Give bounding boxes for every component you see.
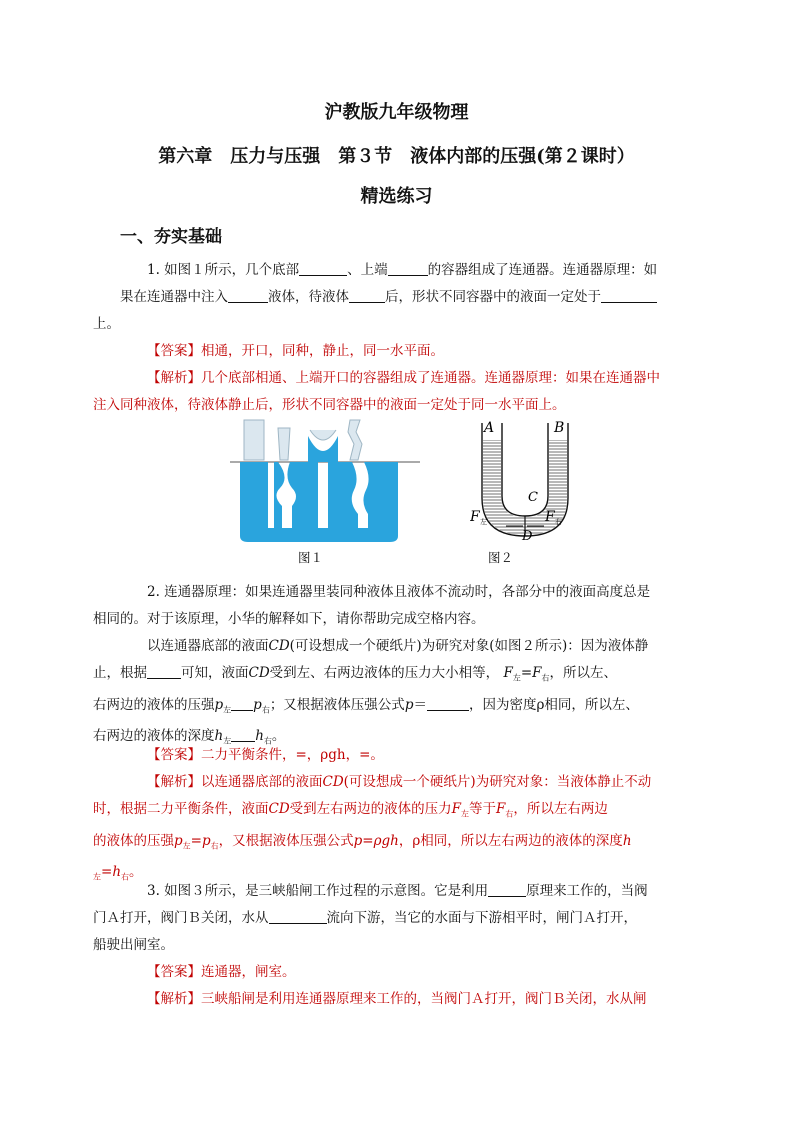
blank xyxy=(427,696,469,711)
blank xyxy=(147,664,181,679)
blank xyxy=(228,288,268,303)
answer-3: 【答案】连通器，闸室。 xyxy=(147,964,296,980)
blank xyxy=(231,727,255,742)
figure-2-u-tube xyxy=(470,418,580,543)
label-b: B xyxy=(554,420,565,436)
figure-1-connected-vessels xyxy=(230,418,420,543)
exercise-title: 精选练习 xyxy=(360,186,433,207)
label-d: D xyxy=(522,529,533,543)
blank xyxy=(269,909,327,924)
label-f-right: F xyxy=(545,509,555,525)
blank xyxy=(231,696,253,711)
chapter-title: 第六章 压力与压强 第３节 液体内部的压强(第２课时） xyxy=(158,146,635,167)
blank xyxy=(488,882,526,897)
question-1: 1. 如图１所示，几个底部 、上端 的容器组成了连通器。连通器原理：如 果在连通器中注入 液体，待液体 后，形状不同容器中的液面一定处于 上。 xyxy=(93,262,658,332)
figure-2-caption: 图２ xyxy=(488,550,514,565)
label-a: A xyxy=(484,420,495,436)
question-2: 2. 连通器原理：如果连通器里装同种液体且液体不流动时，各部分中的液面高度总是 相同的。对于该原理，小华的解释如下，请你帮助完成空格内容。 xyxy=(93,584,651,627)
analysis-1: 【解析】几个底部相通、上端开口的容器组成了连通器。连通器原理：如果在连通器中 注入同种液体，待液体静止后，形状不同容器中的液面一定处于同一水平面上。 xyxy=(93,370,660,413)
blank xyxy=(601,288,657,303)
analysis-2: 【解析】以连通器底部的液面CD(可设想成一个硬纸片)为研究对象：当液体静止不动 时，根据二力平衡条件，液面CD受到左右两边的液体的压力$F_左$等于$F_右$，所以左右两边 的液体的压强$p_左=p_右$，又根据液体压强公式p=ρgh，ρ相同，所以左右两边的液体的深度h $_左=h_右$。 xyxy=(93,774,652,883)
label-c: C xyxy=(528,490,538,505)
label-f-left: F xyxy=(470,509,480,525)
label-f-left-sub: 左 xyxy=(480,518,487,526)
blank xyxy=(349,288,385,303)
figure-1-caption: 图１ xyxy=(298,550,324,565)
blank xyxy=(299,261,347,276)
section-heading: 一、夯实基础 xyxy=(120,227,222,247)
question-3: 3. 如图３所示，是三峡船闸工作过程的示意图。它是利用 原理来工作的，当阀 门Ａ打开，阀门Ｂ关闭，水从 流向下游，当它的水面与下游相平时，闸门Ａ打开， 船驶出闸室。 xyxy=(93,883,648,953)
label-f-right-sub: 右 xyxy=(555,518,562,526)
blank xyxy=(388,261,428,276)
answer-1: 【答案】相通，开口，同种，静止，同一水平面。 xyxy=(147,343,444,359)
answer-2: 【答案】二力平衡条件，=，ρgh，=。 xyxy=(147,747,384,763)
question-2-body: 以连通器底部的液面CD(可设想成一个硬纸片)为研究对象(如图２所示)：因为液体静 止，根据 可知，液面CD受到左、右两边液体的压力大小相等， $F_左=F_右$，所以左、 右两边的液体的压强$p_左$ $p_右$；又根据液体压强公式p＝ ，因为密度ρ相同，所以左、 右两边的液体的深度$h_左$ $h_右$。 xyxy=(93,638,649,747)
doc-title: 沪教版九年级物理 xyxy=(324,102,469,123)
analysis-3: 【解析】三峡船闸是利用连通器原理来工作的，当阀门Ａ打开，阀门Ｂ关闭，水从闸 xyxy=(147,991,647,1007)
